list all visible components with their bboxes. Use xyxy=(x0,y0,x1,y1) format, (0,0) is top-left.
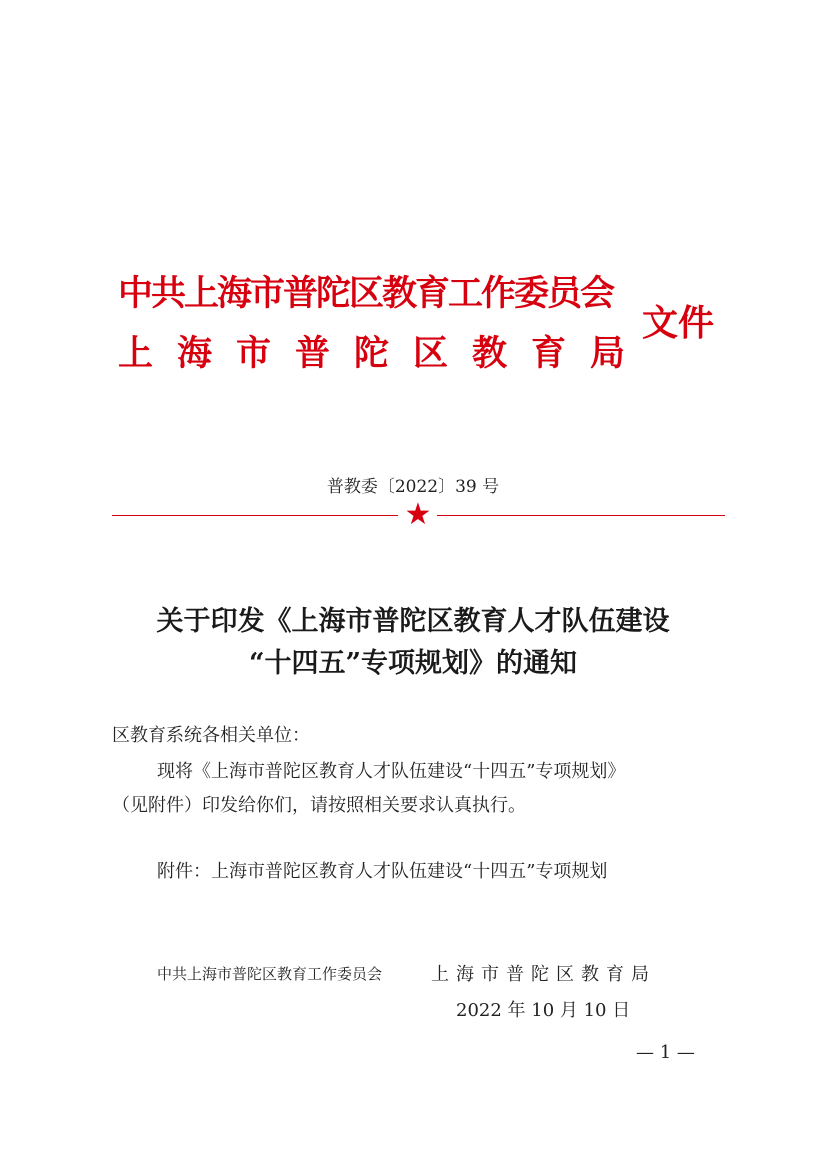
signature-education-bureau: 上海市普陀区教育局 xyxy=(431,964,656,985)
signature-date: 2022 年 10 月 10 日 xyxy=(456,1000,631,1021)
signature-party-committee: 中共上海市普陀区教育工作委员会 xyxy=(157,965,383,983)
body-paragraph-line-2: （见附件）印发给你们，请按照相关要求认真执行。 xyxy=(112,795,526,816)
document-title-line-2: “十四五”专项规划》的通知 xyxy=(248,648,578,679)
red-divider-right xyxy=(437,515,725,516)
attachment-note: 附件：上海市普陀区教育人才队伍建设“十四五”专项规划 xyxy=(157,861,608,882)
star-icon: ★ xyxy=(404,497,432,532)
page-number: — 1 — xyxy=(636,1042,695,1063)
document-word: 文件 xyxy=(642,302,715,344)
issuing-org-party-committee: 中共上海市普陀区教育工作委员会 xyxy=(118,273,614,314)
salutation: 区教育系统各相关单位： xyxy=(112,725,310,746)
body-paragraph-line-1: 现将《上海市普陀区教育人才队伍建设“十四五”专项规划》 xyxy=(157,761,626,782)
issuing-org-education-bureau: 上海市普陀区教育局 xyxy=(118,333,650,374)
red-divider-left xyxy=(112,515,398,516)
document-number: 普教委〔2022〕39 号 xyxy=(326,477,500,497)
document-title-line-1: 关于印发《上海市普陀区教育人才队伍建设 xyxy=(156,606,670,637)
